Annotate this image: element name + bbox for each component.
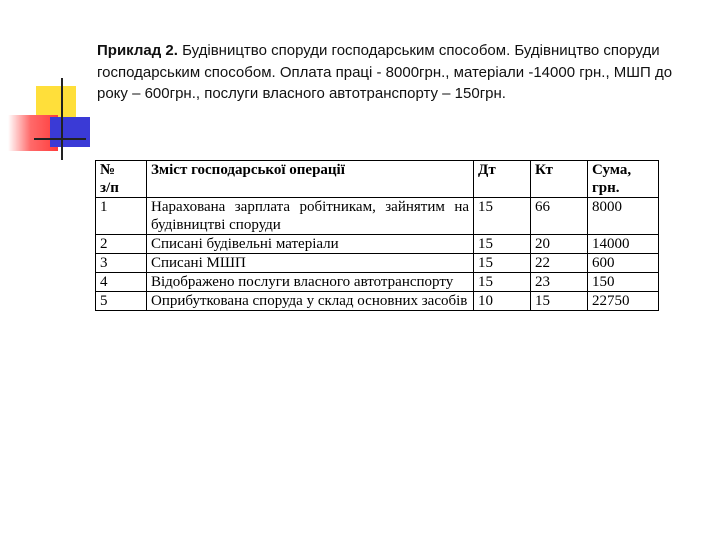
row-description: Списані будівельні матеріали	[147, 235, 474, 254]
row-number: 3	[96, 254, 147, 273]
header-number-line1: №	[100, 162, 116, 178]
row-number: 1	[96, 198, 147, 235]
header-sum-line2: грн.	[592, 180, 620, 196]
slide-heading	[97, 40, 687, 105]
row-sum: 22750	[588, 292, 659, 311]
row-sum: 150	[588, 273, 659, 292]
row-sum: 600	[588, 254, 659, 273]
row-sum: 14000	[588, 235, 659, 254]
header-sum-line1: Сума,	[592, 162, 632, 178]
row-number: 5	[96, 292, 147, 311]
table-row	[96, 273, 659, 292]
operations-table	[95, 160, 659, 311]
header-debit: Дт	[474, 161, 531, 198]
row-description: Списані МШП	[147, 254, 474, 273]
table-row	[96, 198, 659, 235]
row-description: Оприбуткована споруда у склад основних засобів	[147, 292, 474, 311]
header-number	[96, 161, 147, 198]
row-description: Нарахована зарплата робітникам, зайнятим на будівництві споруди	[147, 198, 474, 235]
row-sum: 8000	[588, 198, 659, 235]
table-row	[96, 292, 659, 311]
decor-horizontal-line	[34, 138, 86, 140]
row-debit: 15	[474, 198, 531, 235]
row-number: 4	[96, 273, 147, 292]
row-debit: 15	[474, 254, 531, 273]
row-number: 2	[96, 235, 147, 254]
header-credit: Кт	[531, 161, 588, 198]
table-header-row	[96, 161, 659, 198]
row-debit: 15	[474, 235, 531, 254]
row-debit: 10	[474, 292, 531, 311]
row-credit: 22	[531, 254, 588, 273]
row-debit: 15	[474, 273, 531, 292]
header-number-line2: з/п	[100, 180, 119, 196]
header-sum	[588, 161, 659, 198]
row-credit: 20	[531, 235, 588, 254]
heading-text: Будівництво споруди господарським способом. Будівництво споруди господарським способом. Оплата праці - 8000грн., матеріали -14000 грн., МШП до року – 600грн., послуги власного автотранспорту – 150грн.	[97, 42, 673, 102]
decor-blue-square	[50, 117, 90, 147]
row-credit: 23	[531, 273, 588, 292]
table-row	[96, 235, 659, 254]
table-row	[96, 254, 659, 273]
row-description: Відображено послуги власного автотранспорту	[147, 273, 474, 292]
heading-lead: Приклад 2.	[97, 42, 178, 59]
row-credit: 15	[531, 292, 588, 311]
header-content: Зміст господарської операції	[147, 161, 474, 198]
row-credit: 66	[531, 198, 588, 235]
decor-vertical-line	[61, 78, 63, 160]
